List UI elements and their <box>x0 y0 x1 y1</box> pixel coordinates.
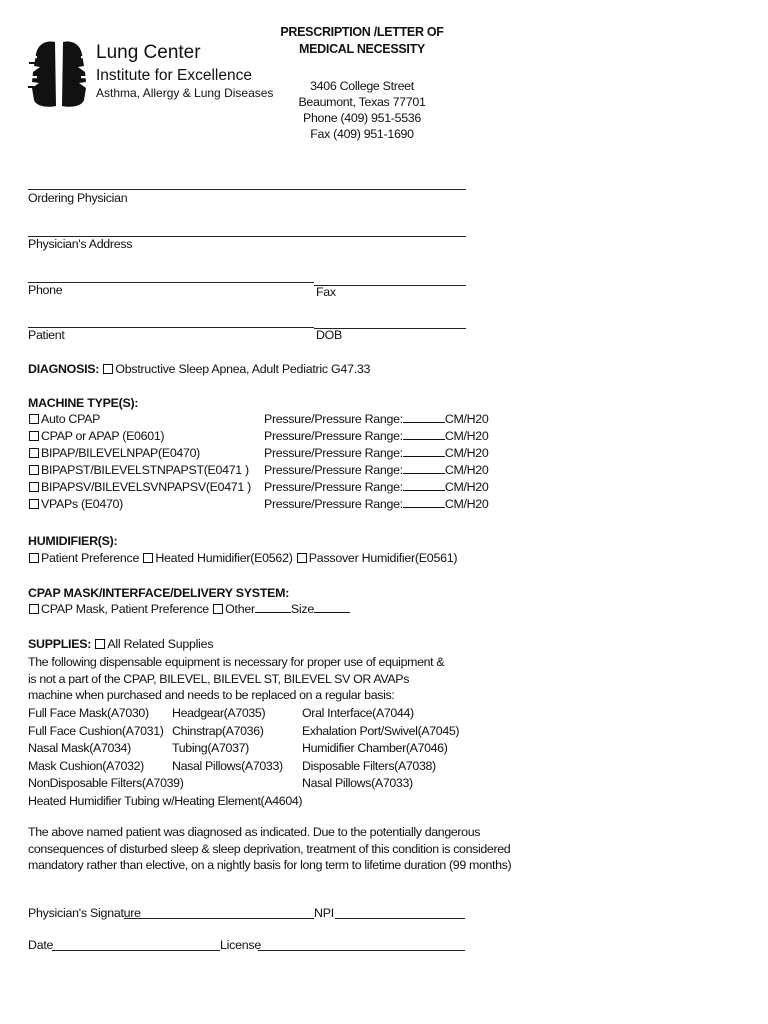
logo-name: Lung Center <box>96 42 201 63</box>
supply-item: Humidifier Chamber(A7046) <box>302 741 448 755</box>
mask-row: CPAP Mask, Patient Preference Other Size <box>28 601 350 617</box>
license-line[interactable] <box>258 950 465 951</box>
pressure-row: Pressure/Pressure Range: CM/H20 <box>264 412 489 426</box>
patient-label: Patient <box>28 328 65 342</box>
machine-item: BIPAP/BILEVELNPAP(E0470) <box>28 445 251 462</box>
machine-checkbox[interactable] <box>29 482 39 492</box>
mask-checkbox[interactable] <box>29 604 39 614</box>
supplies-col2 <box>172 705 283 775</box>
mask-heading: CPAP MASK/INTERFACE/DELIVERY SYSTEM: <box>28 586 290 600</box>
physician-signature-line[interactable] <box>124 918 314 919</box>
phone-line[interactable] <box>28 282 314 283</box>
humidifier-row: Patient Preference Heated Humidifier(E0562) Passover Humidifier(E0561) <box>28 550 457 566</box>
supply-item: Nasal Pillows(A7033) <box>302 776 413 790</box>
pressure-blank[interactable] <box>403 428 445 440</box>
diagnosis-row <box>28 361 370 377</box>
pressure-row: Pressure/Pressure Range: CM/H20 <box>264 463 489 477</box>
machine-checkbox[interactable] <box>29 448 39 458</box>
pressure-row: Pressure/Pressure Range: CM/H20 <box>264 480 489 494</box>
physician-signature-label: Physician's Signature <box>28 906 141 920</box>
supply-item: Nasal Mask(A7034) <box>28 741 131 755</box>
supply-item: Heated Humidifier Tubing w/Heating Element(A4604) <box>28 793 303 808</box>
license-label: License <box>220 938 261 952</box>
ordering-physician-label: Ordering Physician <box>28 191 128 205</box>
pressure-row: Pressure/Pressure Range: CM/H20 <box>264 497 489 511</box>
supplies-checkbox[interactable] <box>95 639 105 649</box>
supply-item: NonDisposable Filters(A7039) <box>28 776 184 790</box>
supply-item: Nasal Pillows(A7033) <box>172 758 283 773</box>
pressure-row: Pressure/Pressure Range: CM/H20 <box>264 429 489 443</box>
pressure-blank[interactable] <box>403 445 445 457</box>
machine-checkbox[interactable] <box>29 499 39 509</box>
pressure-blank[interactable] <box>403 411 445 423</box>
ordering-physician-line[interactable] <box>28 189 466 190</box>
humidifier-checkbox[interactable] <box>29 553 39 563</box>
mask-other-blank[interactable] <box>255 601 291 613</box>
supply-item: Exhalation Port/Swivel(A7045) <box>302 723 460 738</box>
fax-label: Fax <box>316 285 336 299</box>
fax-line[interactable] <box>314 285 466 286</box>
supply-item: Disposable Filters(A7038) <box>302 758 436 773</box>
supplies-intro: The following dispensable equipment is necessary for proper use of equipment & is not a part of the CPAP, BILEVEL, BILEVEL ST, BILEVEL SV OR AVAPs machine when purchased and needs to be replaced on a regular basis: <box>28 655 445 702</box>
pressure-row: Pressure/Pressure Range: CM/H20 <box>264 446 489 460</box>
machine-item: CPAP or APAP (E0601) <box>28 428 251 445</box>
supply-item: Headgear(A7035) <box>172 706 266 720</box>
lung-logo-icon <box>28 36 90 110</box>
humidifier-checkbox[interactable] <box>143 553 153 563</box>
machine-list <box>28 411 251 513</box>
logo-subtitle: Institute for Excellence <box>96 67 252 84</box>
npi-label: NPI <box>314 906 334 920</box>
supply-item: Oral Interface(A7044) <box>302 706 414 720</box>
clinic-address: 3406 College Street Beaumont, Texas 77701 Phone (409) 951-5536 Fax (409) 951-1690 <box>298 79 426 141</box>
document-title: PRESCRIPTION /LETTER OF MEDICAL NECESSITY <box>280 25 444 56</box>
dob-label: DOB <box>316 328 342 342</box>
pressure-blank[interactable] <box>403 496 445 508</box>
diagnosis-label: DIAGNOSIS: <box>28 362 100 376</box>
mask-size-blank[interactable] <box>314 601 350 613</box>
supply-item: Mask Cushion(A7032) <box>28 758 144 773</box>
diagnosis-checkbox[interactable] <box>103 364 113 374</box>
pressure-blank[interactable] <box>403 462 445 474</box>
machine-checkbox[interactable] <box>29 414 39 424</box>
machine-item: Auto CPAP <box>28 411 251 428</box>
patient-line[interactable] <box>28 327 314 328</box>
pressure-list <box>264 411 488 513</box>
humidifier-heading: HUMIDIFIER(S): <box>28 534 118 548</box>
machine-heading: MACHINE TYPE(S): <box>28 396 139 410</box>
supply-item: Full Face Cushion(A7031) <box>28 723 164 738</box>
logo-tagline: Asthma, Allergy & Lung Diseases <box>96 86 274 100</box>
supply-item: Tubing(A7037) <box>172 741 249 755</box>
physician-address-label: Physician's Address <box>28 237 133 251</box>
machine-item: BIPAPST/BILEVELSTNPAPST(E0471 ) <box>28 462 251 479</box>
date-label: Date <box>28 938 54 952</box>
date-line[interactable] <box>52 950 220 951</box>
diagnosis-option: Obstructive Sleep Apnea, Adult Pediatric G47.33 <box>115 362 371 376</box>
machine-item: BIPAPSV/BILEVELSVNPAPSV(E0471 ) <box>28 479 251 496</box>
supply-item: Full Face Mask(A7030) <box>28 706 149 720</box>
supplies-label: SUPPLIES: <box>28 637 92 651</box>
npi-line[interactable] <box>335 918 465 919</box>
machine-checkbox[interactable] <box>29 465 39 475</box>
supply-item: Chinstrap(A7036) <box>172 723 264 738</box>
phone-label: Phone <box>28 283 63 297</box>
mask-other-checkbox[interactable] <box>213 604 223 614</box>
machine-checkbox[interactable] <box>29 431 39 441</box>
pressure-blank[interactable] <box>403 479 445 491</box>
supplies-col3 <box>302 705 459 793</box>
humidifier-checkbox[interactable] <box>297 553 307 563</box>
supplies-row: SUPPLIES: All Related Supplies <box>28 637 214 651</box>
necessity-statement: The above named patient was diagnosed as indicated. Due to the potentially dangerous consequences of disturbed sleep & sleep deprivation, treatment of this condition is considered mandatory rather than elective, on a nightly basis for long term to lifetime duration (99 months) <box>28 825 512 872</box>
machine-item: VPAPs (E0470) <box>28 496 251 513</box>
